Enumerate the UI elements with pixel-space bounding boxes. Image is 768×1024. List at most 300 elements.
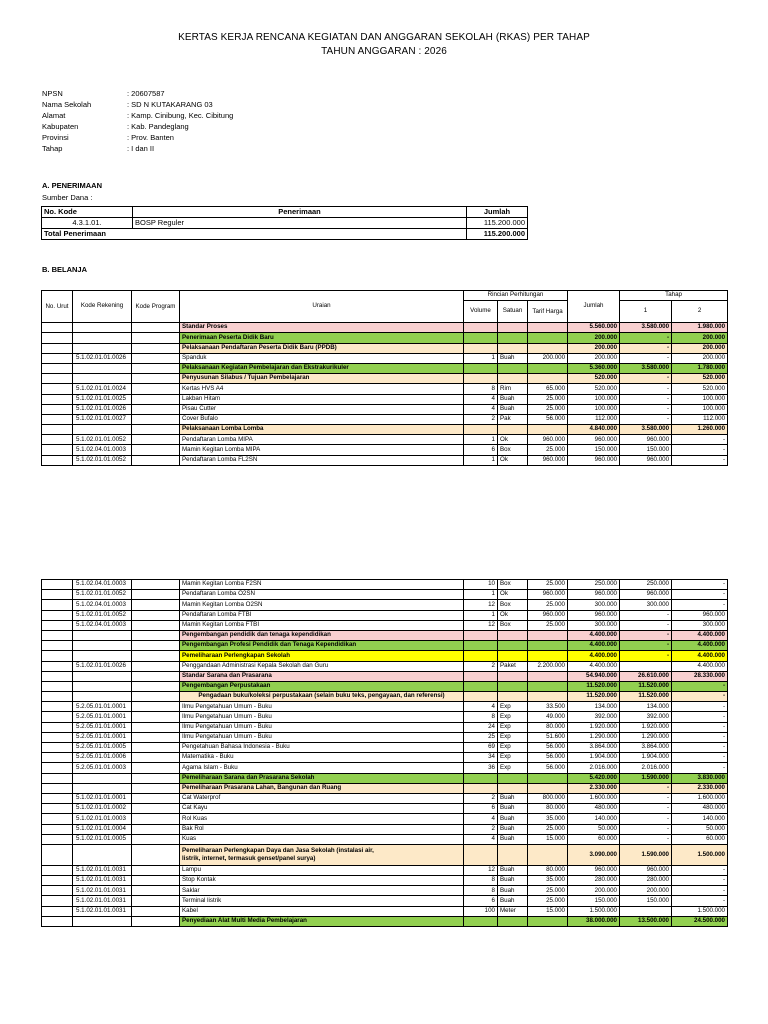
cell-kode-rekening: 5.1.02.01.01.0052 — [73, 590, 132, 600]
total-penerimaan-label: Total Penerimaan — [42, 229, 467, 240]
cell-volume: 4 — [464, 834, 498, 844]
cell-tahap-2: - — [672, 886, 728, 896]
cell-kode-program — [132, 886, 180, 896]
cell-satuan: Box — [498, 620, 528, 630]
cell-kode-program — [132, 732, 180, 742]
cell-tarif — [528, 425, 568, 435]
cell-tarif: 35.000 — [528, 814, 568, 824]
cell-tahap-1: 960.000 — [620, 865, 672, 875]
cell-satuan — [498, 783, 528, 793]
cell-satuan: Ok — [498, 590, 528, 600]
cell-satuan — [498, 343, 528, 353]
cell-tahap-2: 3.830.000 — [672, 773, 728, 783]
cell-volume: 10 — [464, 580, 498, 590]
info-value: : SD N KUTAKARANG 03 — [127, 100, 213, 109]
page-subtitle: TAHUN ANGGARAN : 2026 — [321, 46, 447, 57]
cell-kode-program — [132, 641, 180, 651]
table-row — [42, 824, 728, 834]
cell-satuan — [498, 425, 528, 435]
cell-tarif — [528, 671, 568, 681]
table-row — [42, 641, 728, 651]
cell-kode-program — [132, 763, 180, 773]
cell-jumlah: 50.000 — [568, 824, 620, 834]
cell-uraian: Pengembangan Perpustakaan — [180, 681, 464, 691]
cell-jumlah: 5.360.000 — [568, 363, 620, 373]
table-row — [42, 435, 728, 445]
cell-jumlah: 38.000.000 — [568, 916, 620, 926]
cell-kode-rekening — [73, 671, 132, 681]
table-row — [42, 414, 728, 424]
cell-tarif — [528, 783, 568, 793]
cell-tahap-1: 134.000 — [620, 702, 672, 712]
table-row — [42, 323, 728, 333]
cell-kode-rekening: 5.1.02.04.01.0003 — [73, 580, 132, 590]
cell-jumlah: 5.560.000 — [568, 323, 620, 333]
cell-no-urut — [42, 661, 73, 671]
cell-uraian: Pemeliharaan Sarana dan Prasarana Sekolah — [180, 773, 464, 783]
page-title: KERTAS KERJA RENCANA KEGIATAN DAN ANGGARAN SEKOLAH (RKAS) PER TAHAP — [178, 32, 590, 43]
cell-tahap-1: 392.000 — [620, 712, 672, 722]
table-row — [42, 343, 728, 353]
cell-tahap-2: - — [672, 896, 728, 906]
cell-tahap-1: - — [620, 333, 672, 343]
table-row — [42, 580, 728, 590]
cell-satuan: Exp — [498, 743, 528, 753]
cell-uraian: Mamin Kegitan Lomba MIPA — [180, 445, 464, 455]
cell-kode-program — [132, 580, 180, 590]
cell-satuan: Buah — [498, 886, 528, 896]
cell-uraian: Pendaftaran Lomba FTBI — [180, 610, 464, 620]
cell-tahap-1: - — [620, 814, 672, 824]
cell-tahap-1: 960.000 — [620, 590, 672, 600]
cell-satuan: Buah — [498, 804, 528, 814]
cell-tahap-2: - — [672, 722, 728, 732]
cell-tarif: 35.000 — [528, 876, 568, 886]
cell-tahap-1: 11.520.000 — [620, 692, 672, 702]
cell-satuan — [498, 630, 528, 640]
cell-jumlah: 200.000 — [568, 886, 620, 896]
table-row — [42, 712, 728, 722]
table-row — [42, 793, 728, 803]
cell-jumlah: 1.920.000 — [568, 722, 620, 732]
table-row — [42, 590, 728, 600]
cell-tahap-1: 200.000 — [620, 886, 672, 896]
cell-tahap-1: 960.000 — [620, 435, 672, 445]
cell-no-urut — [42, 671, 73, 681]
cell-tarif: 25.000 — [528, 394, 568, 404]
cell-uraian: Pengetahuan Bahasa Indonesia - Buku — [180, 743, 464, 753]
cell-tahap-1: - — [620, 834, 672, 844]
table-row — [42, 896, 728, 906]
table-row — [42, 681, 728, 691]
cell-kode-rekening: 5.2.05.01.01.0001 — [73, 732, 132, 742]
cell-tarif — [528, 343, 568, 353]
cell-jumlah: 1.500.000 — [568, 906, 620, 916]
cell-kode-rekening: 5.1.02.01.01.0026 — [73, 404, 132, 414]
cell-no-urut — [42, 641, 73, 651]
cell-uraian: Standar Proses — [180, 323, 464, 333]
cell-tarif — [528, 681, 568, 691]
cell-satuan: Exp — [498, 732, 528, 742]
cell-volume — [464, 681, 498, 691]
cell-volume: 4 — [464, 404, 498, 414]
cell-kode-rekening: 5.2.05.01.01.0001 — [73, 722, 132, 732]
info-value: : I dan II — [127, 144, 155, 153]
cell-tarif: 49.000 — [528, 712, 568, 722]
cell-tarif: 25.000 — [528, 824, 568, 834]
cell-no-urut — [42, 814, 73, 824]
cell-kode-program — [132, 600, 180, 610]
uraian-line: Pemeliharaan Perlengkapan Daya dan Jasa Sekolah (instalasi air, — [182, 846, 374, 854]
cell-uraian: Standar Sarana dan Prasarana — [180, 671, 464, 681]
cell-volume — [464, 671, 498, 681]
cell-kode-program — [132, 702, 180, 712]
cell-kode-program — [132, 455, 180, 465]
cell-tahap-1: - — [620, 384, 672, 394]
cell-jumlah: 1.600.000 — [568, 793, 620, 803]
cell-satuan — [498, 773, 528, 783]
cell-satuan — [498, 844, 528, 865]
cell-kode-rekening: 5.1.02.01.01.0004 — [73, 824, 132, 834]
cell-uraian: Terminal listrik — [180, 896, 464, 906]
cell-satuan: Exp — [498, 702, 528, 712]
cell-kode-program — [132, 814, 180, 824]
cell-tahap-2: - — [672, 753, 728, 763]
info-value: : 20607587 — [127, 89, 165, 98]
cell-uraian: Saklar — [180, 886, 464, 896]
cell-tahap-1: 11.520.000 — [620, 681, 672, 691]
cell-tahap-2: - — [672, 590, 728, 600]
cell-tahap-2: 1.500.000 — [672, 906, 728, 916]
cell-tahap-1: - — [620, 804, 672, 814]
table-row — [42, 333, 728, 343]
cell-no-urut — [42, 590, 73, 600]
cell-tahap-1: 1.590.000 — [620, 844, 672, 865]
cell-uraian: Pemeliharaan Prasarana Lahan, Bangunan dan Ruang — [180, 783, 464, 793]
table-row — [42, 876, 728, 886]
cell-kode-rekening — [73, 630, 132, 640]
cell-volume — [464, 363, 498, 373]
header-tahap-1: 1 — [620, 301, 672, 323]
cell-tahap-1: 26.610.000 — [620, 671, 672, 681]
cell-kode-rekening: 5.1.02.01.01.0026 — [73, 353, 132, 363]
cell-no-urut — [42, 610, 73, 620]
cell-tahap-2: 520.000 — [672, 374, 728, 384]
header-satuan: Satuan — [498, 301, 528, 323]
penerimaan-kode: 4.3.1.01. — [42, 218, 133, 229]
cell-no-urut — [42, 793, 73, 803]
cell-tahap-1: 3.580.000 — [620, 323, 672, 333]
cell-kode-program — [132, 712, 180, 722]
cell-kode-program — [132, 353, 180, 363]
info-row — [42, 99, 233, 110]
cell-tahap-2: - — [672, 681, 728, 691]
cell-jumlah: 960.000 — [568, 610, 620, 620]
cell-tahap-2: 4.400.000 — [672, 630, 728, 640]
cell-satuan — [498, 323, 528, 333]
cell-volume: 1 — [464, 435, 498, 445]
cell-no-urut — [42, 804, 73, 814]
cell-satuan: Box — [498, 580, 528, 590]
cell-no-urut — [42, 580, 73, 590]
cell-tarif: 25.000 — [528, 886, 568, 896]
cell-kode-program — [132, 445, 180, 455]
penerimaan-jumlah: 115.200.000 — [467, 218, 528, 229]
cell-tarif: 960.000 — [528, 455, 568, 465]
cell-jumlah: 300.000 — [568, 620, 620, 630]
cell-kode-rekening: 5.1.02.01.01.0027 — [73, 414, 132, 424]
cell-no-urut — [42, 824, 73, 834]
cell-volume: 34 — [464, 753, 498, 763]
cell-uraian: Kuas — [180, 834, 464, 844]
info-row — [42, 88, 233, 99]
cell-kode-program — [132, 384, 180, 394]
cell-tarif: 25.000 — [528, 600, 568, 610]
cell-volume: 4 — [464, 394, 498, 404]
cell-jumlah: 11.520.000 — [568, 692, 620, 702]
cell-jumlah: 200.000 — [568, 353, 620, 363]
table-row — [42, 906, 728, 916]
cell-satuan: Rim — [498, 384, 528, 394]
cell-tahap-2: 1.980.000 — [672, 323, 728, 333]
cell-kode-program — [132, 722, 180, 732]
cell-tahap-1: 13.500.000 — [620, 916, 672, 926]
cell-satuan: Exp — [498, 712, 528, 722]
cell-tarif: 15.000 — [528, 834, 568, 844]
cell-kode-program — [132, 743, 180, 753]
table-row — [42, 404, 728, 414]
cell-kode-rekening — [73, 783, 132, 793]
cell-satuan: Buah — [498, 876, 528, 886]
cell-volume — [464, 343, 498, 353]
cell-volume — [464, 651, 498, 661]
cell-tahap-1: 1.290.000 — [620, 732, 672, 742]
cell-satuan — [498, 692, 528, 702]
cell-volume: 1 — [464, 353, 498, 363]
cell-jumlah: 392.000 — [568, 712, 620, 722]
cell-satuan: Exp — [498, 763, 528, 773]
header-jumlah-belanja: Jumlah — [568, 291, 620, 323]
cell-volume: 6 — [464, 896, 498, 906]
table-row — [42, 834, 728, 844]
cell-tahap-2: - — [672, 580, 728, 590]
cell-jumlah: 2.016.000 — [568, 763, 620, 773]
cell-tarif: 80.000 — [528, 804, 568, 814]
cell-jumlah: 3.864.000 — [568, 743, 620, 753]
info-row — [42, 132, 233, 143]
cell-uraian: Pelaksanaan Kegiatan Pembelajaran dan Ekstrakurikuler — [180, 363, 464, 373]
info-label: Kabupaten — [42, 122, 79, 131]
cell-no-urut — [42, 404, 73, 414]
header-jumlah: Jumlah — [467, 207, 528, 218]
cell-no-urut — [42, 323, 73, 333]
cell-tarif: 25.000 — [528, 896, 568, 906]
cell-jumlah: 200.000 — [568, 343, 620, 353]
cell-uraian: Pengembangan pendidik dan tenaga kependidikan — [180, 630, 464, 640]
cell-jumlah: 140.000 — [568, 814, 620, 824]
cell-uraian — [180, 844, 464, 865]
table-row — [42, 916, 728, 926]
cell-kode-program — [132, 651, 180, 661]
cell-jumlah: 960.000 — [568, 865, 620, 875]
cell-volume: 1 — [464, 610, 498, 620]
cell-satuan: Buah — [498, 394, 528, 404]
cell-kode-program — [132, 906, 180, 916]
cell-no-urut — [42, 384, 73, 394]
cell-kode-rekening: 5.1.02.01.01.0031 — [73, 896, 132, 906]
cell-volume — [464, 692, 498, 702]
cell-satuan: Ok — [498, 610, 528, 620]
cell-kode-program — [132, 692, 180, 702]
cell-tahap-2: - — [672, 455, 728, 465]
cell-volume — [464, 783, 498, 793]
cell-tahap-2: 24.500.000 — [672, 916, 728, 926]
cell-volume: 8 — [464, 712, 498, 722]
cell-tarif: 25.000 — [528, 620, 568, 630]
cell-uraian: Pisau Cutter — [180, 404, 464, 414]
cell-tahap-2: 1.780.000 — [672, 363, 728, 373]
cell-tahap-1: - — [620, 610, 672, 620]
cell-tarif: 200.000 — [528, 353, 568, 363]
cell-tarif — [528, 916, 568, 926]
cell-kode-program — [132, 865, 180, 875]
cell-no-urut — [42, 865, 73, 875]
cell-uraian: Pelaksanaan Pendaftaran Peserta Didik Baru (PPDB) — [180, 343, 464, 353]
cell-kode-rekening: 5.1.02.01.01.0031 — [73, 876, 132, 886]
cell-tarif: 800.000 — [528, 793, 568, 803]
cell-kode-rekening — [73, 916, 132, 926]
cell-tahap-2: 100.000 — [672, 404, 728, 414]
cell-tahap-1: - — [620, 641, 672, 651]
cell-kode-program — [132, 844, 180, 865]
cell-satuan — [498, 641, 528, 651]
cell-kode-rekening: 5.2.05.01.01.0005 — [73, 743, 132, 753]
cell-jumlah: 1.904.000 — [568, 753, 620, 763]
cell-volume — [464, 641, 498, 651]
cell-uraian: Cat Kayu — [180, 804, 464, 814]
cell-tarif: 56.000 — [528, 743, 568, 753]
cell-no-urut — [42, 353, 73, 363]
info-label: NPSN — [42, 89, 63, 98]
cell-tahap-2: 200.000 — [672, 353, 728, 363]
cell-tahap-1: 1.590.000 — [620, 773, 672, 783]
cell-tarif: 56.000 — [528, 414, 568, 424]
cell-kode-program — [132, 414, 180, 424]
cell-satuan — [498, 363, 528, 373]
cell-tarif: 80.000 — [528, 722, 568, 732]
cell-satuan: Meter — [498, 906, 528, 916]
cell-tahap-1: 3.580.000 — [620, 425, 672, 435]
cell-kode-rekening: 5.1.02.01.01.0026 — [73, 661, 132, 671]
cell-volume — [464, 333, 498, 343]
cell-uraian: Pengembangan Profesi Pendidik dan Tenaga Kependidikan — [180, 641, 464, 651]
cell-tarif: 960.000 — [528, 435, 568, 445]
cell-kode-rekening: 5.1.02.01.01.0031 — [73, 886, 132, 896]
cell-kode-program — [132, 630, 180, 640]
info-row — [42, 110, 233, 121]
cell-kode-program — [132, 681, 180, 691]
table-row — [42, 384, 728, 394]
cell-volume: 2 — [464, 414, 498, 424]
cell-tarif — [528, 333, 568, 343]
cell-tahap-1: 150.000 — [620, 445, 672, 455]
cell-jumlah: 60.000 — [568, 834, 620, 844]
cell-jumlah: 150.000 — [568, 896, 620, 906]
cell-uraian: Cover Bufalo — [180, 414, 464, 424]
cell-satuan — [498, 671, 528, 681]
cell-kode-rekening: 5.1.02.04.01.0003 — [73, 620, 132, 630]
cell-kode-program — [132, 834, 180, 844]
table-row — [42, 630, 728, 640]
cell-kode-rekening — [73, 343, 132, 353]
cell-kode-program — [132, 425, 180, 435]
cell-tahap-1: - — [620, 824, 672, 834]
header-tahap-2: 2 — [672, 301, 728, 323]
table-row — [42, 743, 728, 753]
cell-kode-rekening — [73, 773, 132, 783]
cell-no-urut — [42, 600, 73, 610]
cell-kode-rekening — [73, 323, 132, 333]
cell-jumlah: 100.000 — [568, 394, 620, 404]
cell-no-urut — [42, 753, 73, 763]
cell-uraian: Pendaftaran Lomba O2SN — [180, 590, 464, 600]
cell-tarif: 960.000 — [528, 590, 568, 600]
cell-tahap-2: - — [672, 763, 728, 773]
cell-jumlah: 112.000 — [568, 414, 620, 424]
cell-kode-rekening: 5.1.02.01.01.0025 — [73, 394, 132, 404]
cell-jumlah: 280.000 — [568, 876, 620, 886]
table-row — [42, 671, 728, 681]
cell-no-urut — [42, 343, 73, 353]
cell-volume: 1 — [464, 455, 498, 465]
cell-volume — [464, 630, 498, 640]
cell-kode-rekening — [73, 641, 132, 651]
header-kode-program: Kode Program — [132, 291, 180, 323]
cell-volume: 8 — [464, 886, 498, 896]
table-row — [42, 353, 728, 363]
cell-kode-rekening: 5.1.02.01.01.0052 — [73, 610, 132, 620]
cell-volume: 6 — [464, 804, 498, 814]
cell-uraian: Lampu — [180, 865, 464, 875]
cell-uraian: Ilmu Pengetahuan Umum - Buku — [180, 732, 464, 742]
cell-no-urut — [42, 743, 73, 753]
header-volume: Volume — [464, 301, 498, 323]
cell-uraian: Agama Islam - Buku — [180, 763, 464, 773]
cell-no-urut — [42, 702, 73, 712]
cell-no-urut — [42, 435, 73, 445]
cell-tahap-1: 2.016.000 — [620, 763, 672, 773]
cell-tahap-2: 60.000 — [672, 834, 728, 844]
table-row — [42, 702, 728, 712]
cell-tarif — [528, 363, 568, 373]
cell-kode-program — [132, 804, 180, 814]
cell-no-urut — [42, 732, 73, 742]
cell-uraian: Pelaksanaan Lomba Lomba — [180, 425, 464, 435]
cell-no-urut — [42, 455, 73, 465]
table-row — [42, 394, 728, 404]
header-rincian: Rincian Perhitungan — [464, 291, 568, 301]
cell-kode-program — [132, 753, 180, 763]
cell-tahap-2: 4.400.000 — [672, 641, 728, 651]
cell-tarif: 80.000 — [528, 865, 568, 875]
cell-kode-program — [132, 394, 180, 404]
cell-uraian: Pendaftaran Lomba MIPA — [180, 435, 464, 445]
cell-tahap-1: - — [620, 783, 672, 793]
cell-tahap-1: - — [620, 620, 672, 630]
cell-kode-program — [132, 590, 180, 600]
cell-no-urut — [42, 722, 73, 732]
cell-tahap-1: 3.580.000 — [620, 363, 672, 373]
